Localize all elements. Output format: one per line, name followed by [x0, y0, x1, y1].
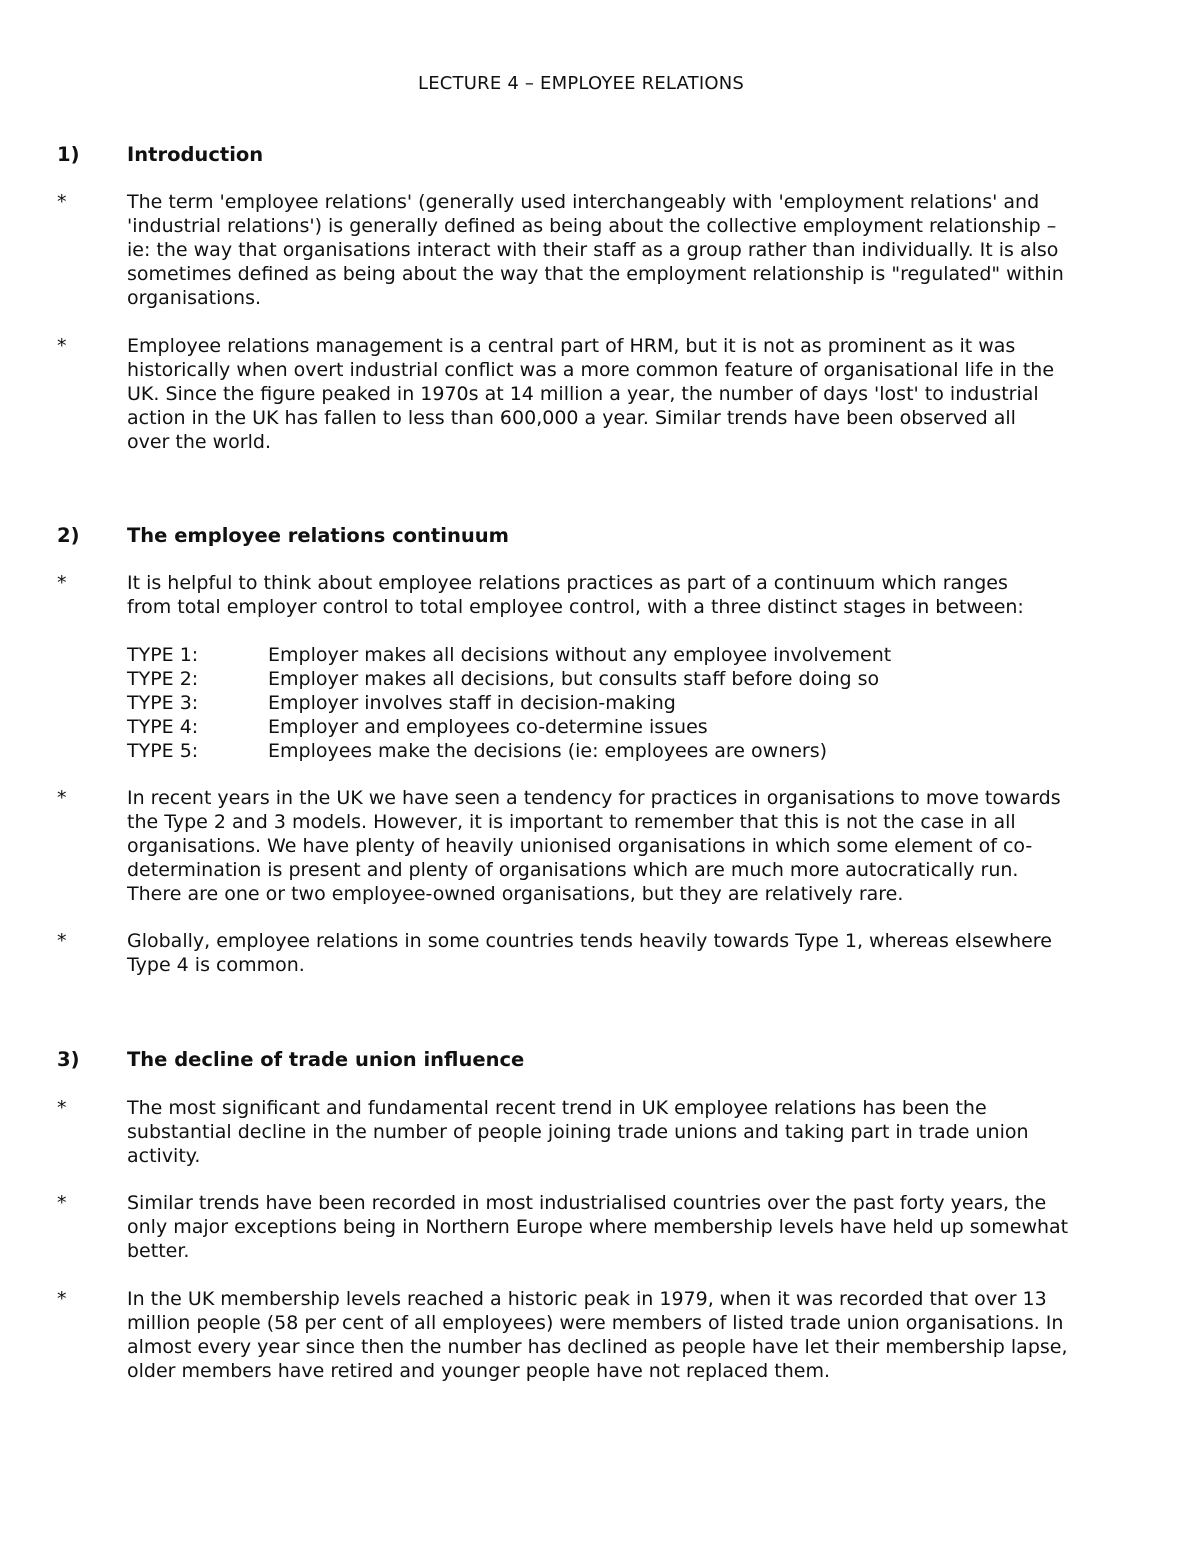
paragraph — [127, 1191, 1127, 1263]
type-row — [127, 643, 1027, 667]
paragraph-line: It is helpful to think about employee relations practices as part of a continuum which ranges — [127, 572, 1008, 594]
type-label: TYPE 1: — [127, 644, 199, 666]
paragraph-line: There are one or two employee-owned organisations, but they are relatively rare. — [127, 883, 904, 905]
section-title: Introduction — [127, 143, 264, 166]
paragraph-line: from total employer control to total employee control, with a three distinct stages in between: — [127, 596, 1024, 618]
paragraph-line: 'industrial relations') is generally defined as being about the collective employment relationship – — [127, 215, 1057, 237]
document-title: LECTURE 4 – EMPLOYEE RELATIONS — [417, 73, 745, 94]
type-description: Employees make the decisions (ie: employees are owners) — [268, 740, 828, 762]
paragraph-line: only major exceptions being in Northern Europe where membership levels have held up somewhat — [127, 1216, 1069, 1238]
paragraph-line: activity. — [127, 1145, 201, 1167]
paragraph-line: determination is present and plenty of organisations which are much more autocratically run. — [127, 859, 1019, 881]
section-number: 1) — [57, 143, 80, 166]
paragraph-line: older members have retired and younger people have not replaced them. — [127, 1360, 830, 1382]
type-row — [127, 691, 1027, 715]
paragraph — [127, 929, 1127, 977]
type-label: TYPE 2: — [127, 668, 199, 690]
type-description: Employer makes all decisions without any employee involvement — [268, 644, 892, 666]
paragraph-line: Employee relations management is a central part of HRM, but it is not as prominent as it was — [127, 335, 1016, 357]
section-number: 2) — [57, 524, 80, 547]
paragraph-line: better. — [127, 1240, 190, 1262]
section-number: 3) — [57, 1048, 80, 1071]
paragraph-line: In recent years in the UK we have seen a tendency for practices in organisations to move towards — [127, 787, 1061, 809]
type-row — [127, 715, 1027, 739]
paragraph-line: ie: the way that organisations interact with their staff as a group rather than individually. It is also — [127, 239, 1059, 261]
paragraph-line: organisations. We have plenty of heavily unionised organisations in which some element of co- — [127, 835, 1033, 857]
paragraph — [127, 334, 1127, 454]
paragraph-line: the Type 2 and 3 models. However, it is important to remember that this is not the case in all — [127, 811, 1016, 833]
section-title: The decline of trade union influence — [127, 1048, 525, 1071]
paragraph-line: In the UK membership levels reached a historic peak in 1979, when it was recorded that over 13 — [127, 1288, 1047, 1310]
bullet-marker: * — [57, 1192, 67, 1214]
bullet-marker: * — [57, 930, 67, 952]
paragraph-line: Globally, employee relations in some countries tends heavily towards Type 1, whereas elsewhere — [127, 930, 1052, 952]
type-label: TYPE 3: — [127, 692, 199, 714]
bullet-marker: * — [57, 1288, 67, 1310]
paragraph-line: UK. Since the figure peaked in 1970s at 14 million a year, the number of days 'lost' to industrial — [127, 383, 1039, 405]
type-list — [127, 643, 1027, 763]
paragraph-line: The most significant and fundamental recent trend in UK employee relations has been the — [127, 1097, 987, 1119]
paragraph-line: The term 'employee relations' (generally used interchangeably with 'employment relations' and — [127, 191, 1040, 213]
type-row — [127, 739, 1027, 763]
paragraph — [127, 1096, 1127, 1168]
paragraph-line: organisations. — [127, 287, 262, 309]
type-row — [127, 667, 1027, 691]
paragraph — [127, 1287, 1127, 1383]
bullet-marker: * — [57, 572, 67, 594]
paragraph-line: sometimes defined as being about the way that the employment relationship is "regulated" within — [127, 263, 1064, 285]
paragraph — [127, 571, 1127, 619]
type-description: Employer involves staff in decision-making — [268, 692, 676, 714]
bullet-marker: * — [57, 1097, 67, 1119]
paragraph-line: million people (58 per cent of all employees) were members of listed trade union organisations. In — [127, 1312, 1064, 1334]
paragraph-line: substantial decline in the number of people joining trade unions and taking part in trade union — [127, 1121, 1029, 1143]
paragraph-line: Similar trends have been recorded in most industrialised countries over the past forty years, the — [127, 1192, 1047, 1214]
paragraph-line: almost every year since then the number has declined as people have let their membership lapse, — [127, 1336, 1068, 1358]
type-label: TYPE 5: — [127, 740, 199, 762]
type-label: TYPE 4: — [127, 716, 199, 738]
paragraph-line: over the world. — [127, 431, 271, 453]
paragraph — [127, 190, 1127, 310]
section-title: The employee relations continuum — [127, 524, 509, 547]
type-description: Employer and employees co-determine issues — [268, 716, 708, 738]
bullet-marker: * — [57, 191, 67, 213]
bullet-marker: * — [57, 335, 67, 357]
paragraph-line: Type 4 is common. — [127, 954, 305, 976]
paragraph — [127, 786, 1127, 906]
paragraph-line: action in the UK has fallen to less than 600,000 a year. Similar trends have been observed all — [127, 407, 1016, 429]
paragraph-line: historically when overt industrial conflict was a more common feature of organisational life in the — [127, 359, 1055, 381]
type-description: Employer makes all decisions, but consults staff before doing so — [268, 668, 880, 690]
bullet-marker: * — [57, 787, 67, 809]
